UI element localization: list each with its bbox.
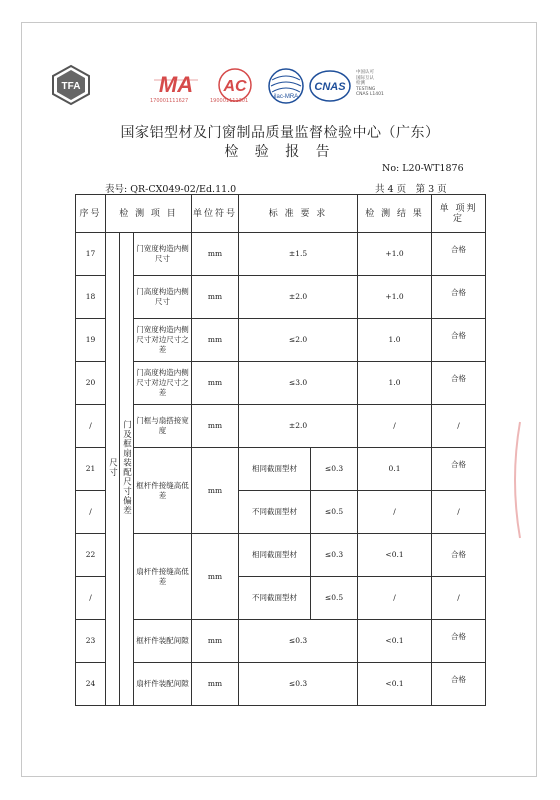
- row-item: 门框与扇搭接宽度: [134, 405, 192, 448]
- report-title: 检 验 报 告: [224, 144, 336, 160]
- row-result: <0.1: [358, 663, 432, 706]
- row-requirement: ±2.0: [239, 276, 358, 319]
- row-requirement: ≤0.3: [239, 663, 358, 706]
- row-sub-item: 相同截面型材: [239, 448, 311, 491]
- row-item: 门宽度构造内侧尺寸对边尺寸之差: [134, 319, 192, 362]
- row-seq: /: [76, 491, 106, 534]
- table-row: [76, 319, 486, 362]
- row-seq: /: [76, 577, 106, 620]
- table-row: [76, 362, 486, 405]
- row-item: 框杆件接缝高低差: [134, 448, 192, 534]
- row-result: /: [358, 405, 432, 448]
- row-requirement: ≤0.5: [311, 577, 358, 620]
- cal-code: 190001111301: [210, 98, 249, 104]
- row-item: 扇杆件接缝高低差: [134, 534, 192, 620]
- row-seq: /: [76, 405, 106, 448]
- ilac-logo-icon: [266, 66, 306, 106]
- tfa-logo-icon: [50, 64, 92, 106]
- row-requirement: ≤0.3: [311, 534, 358, 577]
- row-judgement: 合格: [432, 534, 486, 577]
- row-unit: mm: [192, 319, 239, 362]
- table-row: [76, 448, 486, 491]
- row-seq: 24: [76, 663, 106, 706]
- group-assembly: 门及框扇装配尺寸偏差: [120, 233, 134, 706]
- row-judgement: 合格: [432, 362, 486, 405]
- page-count: 共 4 页 第 3 页: [375, 184, 447, 195]
- group-size: 尺寸: [106, 233, 120, 706]
- row-requirement: ≤0.3: [239, 620, 358, 663]
- table-header-row: [76, 195, 486, 233]
- row-judgement: 合格: [432, 663, 486, 706]
- seal-stamp-icon: [508, 420, 522, 540]
- svg-text:CNAS: CNAS: [314, 81, 346, 93]
- header-unit: 单位符号: [192, 195, 239, 233]
- row-unit: mm: [192, 534, 239, 620]
- row-seq: 19: [76, 319, 106, 362]
- row-unit: mm: [192, 405, 239, 448]
- cnas-logo-icon: [308, 66, 352, 106]
- center-title: 国家铝型材及门窗制品质量监督检验中心（广东）: [120, 125, 440, 141]
- row-result: 1.0: [358, 362, 432, 405]
- row-result: <0.1: [358, 620, 432, 663]
- form-number: 表号: QR-CX049-02/Ed.11.0: [105, 184, 237, 195]
- row-seq: 22: [76, 534, 106, 577]
- table-row: [76, 405, 486, 448]
- row-unit: mm: [192, 620, 239, 663]
- header-requirement: 标 准 要 求: [239, 195, 358, 233]
- row-judgement: 合格: [432, 448, 486, 491]
- row-seq: 21: [76, 448, 106, 491]
- row-requirement: ±2.0: [239, 405, 358, 448]
- row-judgement: /: [432, 491, 486, 534]
- row-seq: 23: [76, 620, 106, 663]
- header-judgement: 单 项判 定: [432, 195, 486, 233]
- row-sub-item: 不同截面型材: [239, 491, 311, 534]
- row-unit: mm: [192, 663, 239, 706]
- table-row: [76, 534, 486, 577]
- inspection-table: [75, 194, 486, 706]
- report-number: No: L20-WT1876: [382, 163, 464, 174]
- row-item: 门高度构造内侧尺寸对边尺寸之差: [134, 362, 192, 405]
- row-sub-item: 不同截面型材: [239, 577, 311, 620]
- row-result: +1.0: [358, 276, 432, 319]
- row-item: 框杆件装配间隙: [134, 620, 192, 663]
- table-row: [76, 233, 486, 276]
- svg-text:ilac-MRA: ilac-MRA: [273, 94, 299, 100]
- row-judgement: 合格: [432, 233, 486, 276]
- row-unit: mm: [192, 362, 239, 405]
- row-requirement: ≤3.0: [239, 362, 358, 405]
- svg-text:TFA: TFA: [61, 81, 81, 92]
- header-seq: 序号: [76, 195, 106, 233]
- row-item: 扇杆件装配间隙: [134, 663, 192, 706]
- svg-text:AC: AC: [223, 78, 247, 95]
- header-result: 检 测 结 果: [358, 195, 432, 233]
- row-requirement: ±1.5: [239, 233, 358, 276]
- row-judgement: /: [432, 405, 486, 448]
- row-unit: mm: [192, 233, 239, 276]
- row-sub-item: 相同截面型材: [239, 534, 311, 577]
- row-requirement: ≤2.0: [239, 319, 358, 362]
- row-seq: 20: [76, 362, 106, 405]
- row-result: +1.0: [358, 233, 432, 276]
- row-seq: 17: [76, 233, 106, 276]
- row-judgement: 合格: [432, 319, 486, 362]
- table-row: [76, 663, 486, 706]
- row-unit: mm: [192, 276, 239, 319]
- row-result: 1.0: [358, 319, 432, 362]
- row-unit: mm: [192, 448, 239, 534]
- row-judgement: 合格: [432, 620, 486, 663]
- row-requirement: ≤0.5: [311, 491, 358, 534]
- table-row: [76, 276, 486, 319]
- row-item: 门高度构造内侧尺寸: [134, 276, 192, 319]
- table-row: [76, 620, 486, 663]
- row-result: 0.1: [358, 448, 432, 491]
- row-requirement: ≤0.3: [311, 448, 358, 491]
- row-seq: 18: [76, 276, 106, 319]
- row-item: 门宽度构造内侧尺寸: [134, 233, 192, 276]
- row-result: /: [358, 491, 432, 534]
- header-item: 检 测 项 目: [106, 195, 192, 233]
- row-result: /: [358, 577, 432, 620]
- svg-text:MA: MA: [158, 72, 194, 97]
- cnas-caption: 中国认可 国际互认 检测 TESTING CNAS L1401: [356, 70, 384, 97]
- cma-code: 170001111627: [150, 98, 189, 104]
- row-judgement: 合格: [432, 276, 486, 319]
- row-result: <0.1: [358, 534, 432, 577]
- row-judgement: /: [432, 577, 486, 620]
